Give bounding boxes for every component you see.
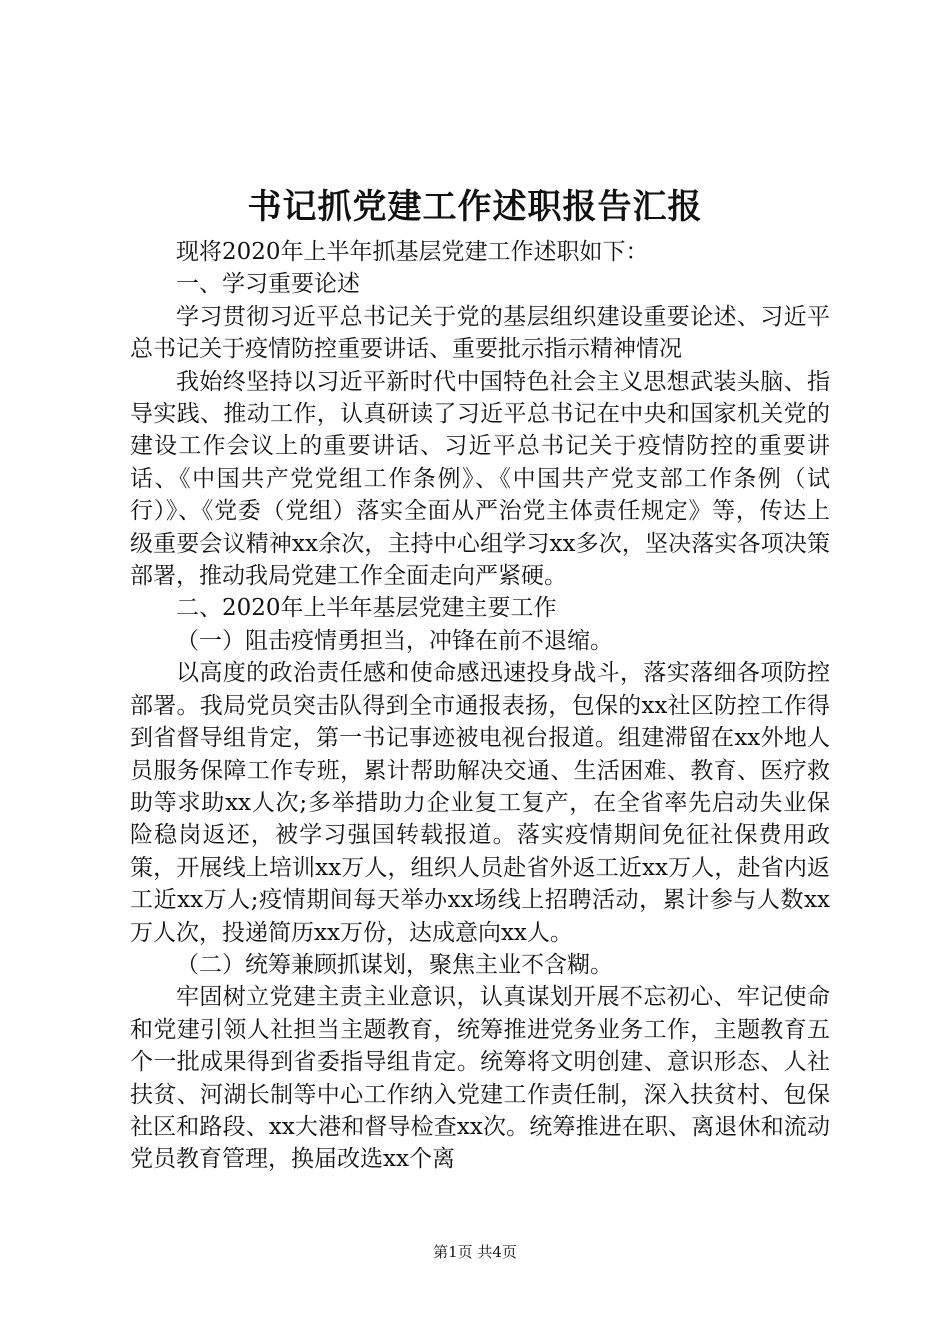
subsection-heading-1: （一）阻击疫情勇担当，冲锋在前不退缩。 — [176, 627, 613, 654]
paragraph-study-detail: 我始终坚持以习近平新时代中国特色社会主义思想武装头脑、指导实践、推动工作，认真研读了习近平总书记在中央和国家机关党的建设工作会议上的重要讲话、习近平总书记关于疫情防控的重要讲话、《中国共产党党组工作条例》、《中国共产党支部工作条例（试行）》、《党委（党组）落实全面从严治党主体责任规定》等，传达上级重要会议精神xx余次，主持中心组学习xx多次，坚决落实各项决策部署，推动我局党建工作全面走向严紧硬。 — [130, 368, 830, 590]
subsection-heading-2: （二）统筹兼顾抓谋划，聚焦主业不含糊。 — [176, 951, 613, 978]
page-footer: 第1页 共4页 — [433, 1243, 517, 1261]
paragraph-planning: 牢固树立党建主责主业意识，认真谋划开展不忘初心、牢记使命和党建引领人社担当主题教育，统筹推进党务业务工作，主题教育五个一批成果得到省委指导组肯定。统筹将文明创建、意识形态、人社扶贫、河湖长制等中心工作纳入党建工作责任制，深入扶贫村、包保社区和路段、xx大港和督导检查xx次。统筹推进在职、离退休和流动党员教育管理，换届改选xx个离 — [130, 984, 830, 1173]
section-heading-2: 二、2020年上半年基层党建主要工作 — [176, 595, 557, 622]
section-heading-1: 一、学习重要论述 — [176, 271, 360, 298]
paragraph-study-topic: 学习贯彻习近平总书记关于党的基层组织建设重要论述、习近平总书记关于疫情防控重要讲话、重要批示指示精神情况 — [130, 303, 830, 363]
document-body — [130, 236, 830, 1176]
paragraph-intro: 现将2020年上半年抓基层党建工作述职如下： — [176, 239, 649, 265]
paragraph-epidemic: 以高度的政治责任感和使命感迅速投身战斗，落实落细各项防控部署。我局党员突击队得到全市通报表扬，包保的xx社区防控工作得到省督导组肯定，第一书记事迹被电视台报道。组建滞留在xx外地人员服务保障工作专班，累计帮助解决交通、生活困难、教育、医疗救助等求助xx人次;多举措助力企业复工复产，在全省率先启动失业保险稳岗返还，被学习强国转载报道。落实疫情期间免征社保费用政策，开展线上培训xx万人，组织人员赴省外返工近xx万人，赴省内返工近xx万人;疫情期间每天举办xx场线上招聘活动，累计参与人数xx万人次，投递简历xx万份，达成意向xx人。 — [130, 660, 830, 946]
document-title: 书记抓党建工作述职报告汇报 — [247, 187, 703, 227]
